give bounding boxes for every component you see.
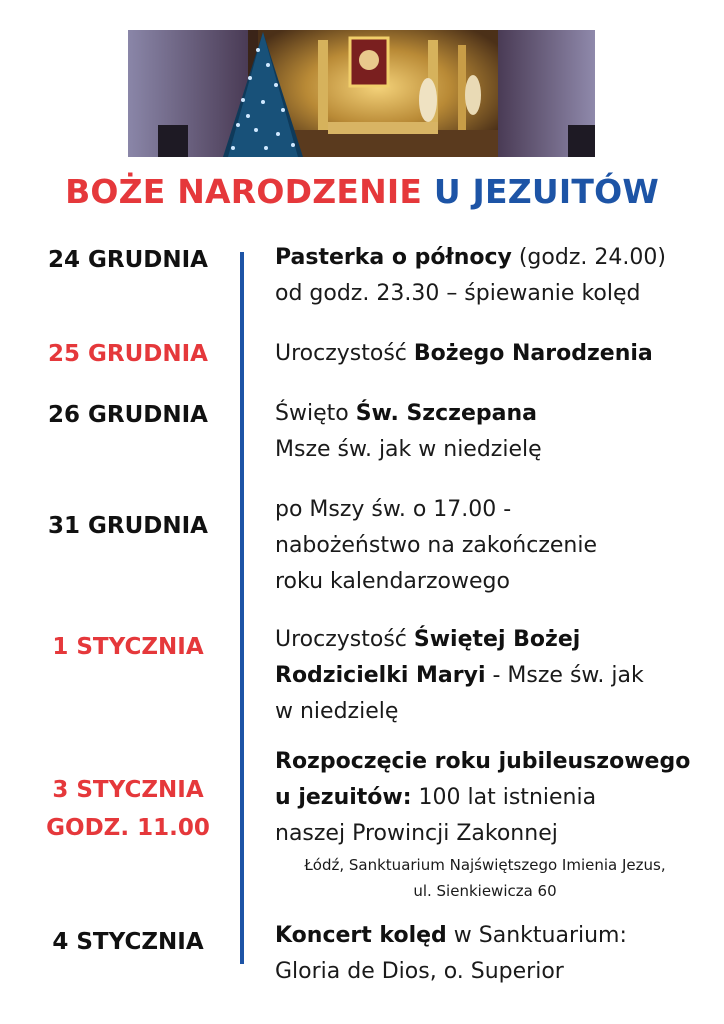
- event-line: roku kalendarzowego: [275, 569, 510, 594]
- event-bold: Rodzicielki Maryi: [275, 663, 486, 688]
- event-date: 25 GRUDNIA: [48, 341, 208, 367]
- event-date: 3 STYCZNIA: [52, 777, 204, 803]
- event-text: Święto: [275, 401, 356, 426]
- title-blue-part: U JEZUITÓW: [433, 172, 659, 211]
- church-interior-banner: [128, 30, 595, 157]
- event-bold: Bożego Narodzenia: [413, 341, 653, 366]
- event-bold: u jezuitów:: [275, 785, 412, 810]
- event-text: w Sanktuarium:: [446, 923, 627, 948]
- event-bold: Św. Szczepana: [355, 401, 537, 426]
- event-description: [275, 744, 715, 904]
- event-date: 26 GRUDNIA: [48, 402, 208, 428]
- church-interior-christmas-tree-icon: [128, 30, 595, 157]
- event-bold: Świętej Bożej: [413, 627, 581, 652]
- event-description: [275, 492, 715, 600]
- event-line: po Mszy św. o 17.00 -: [275, 497, 512, 522]
- event-date: 24 GRUDNIA: [48, 247, 208, 273]
- event-line: w niedzielę: [275, 699, 399, 724]
- event-description: [275, 622, 715, 730]
- event-description: [275, 396, 715, 468]
- event-date: 4 STYCZNIA: [52, 929, 204, 955]
- event-line: Msze św. jak w niedzielę: [275, 437, 542, 462]
- event-line: od godz. 23.30 – śpiewanie kolęd: [275, 281, 641, 306]
- event-date: 1 STYCZNIA: [52, 634, 204, 660]
- event-location: Łódź, Sanktuarium Najświętszego Imienia Jezus,: [304, 856, 666, 874]
- event-bold: Pasterka o północy: [275, 245, 512, 270]
- event-text: - Msze św. jak: [485, 663, 644, 688]
- page-title: [0, 172, 724, 211]
- event-address: ul. Sienkiewicza 60: [413, 882, 557, 900]
- event-date: 31 GRUDNIA: [48, 513, 208, 539]
- event-line: nabożeństwo na zakończenie: [275, 533, 597, 558]
- event-description: [275, 336, 715, 372]
- event-text: Uroczystość: [275, 627, 414, 652]
- event-line: naszej Prowincji Zakonnej: [275, 821, 558, 846]
- event-bold: Rozpoczęcie roku jubileuszowego: [275, 749, 691, 774]
- event-bold: Koncert kolęd: [275, 923, 447, 948]
- title-red-part: BOŻE NARODZENIE: [65, 172, 423, 211]
- event-text: Uroczystość: [275, 341, 414, 366]
- event-line: Gloria de Dios, o. Superior: [275, 959, 564, 984]
- event-time: GODZ. 11.00: [46, 815, 210, 841]
- event-description: [275, 240, 715, 312]
- event-text: 100 lat istnienia: [411, 785, 597, 810]
- event-text: (godz. 24.00): [511, 245, 666, 270]
- event-description: [275, 918, 715, 990]
